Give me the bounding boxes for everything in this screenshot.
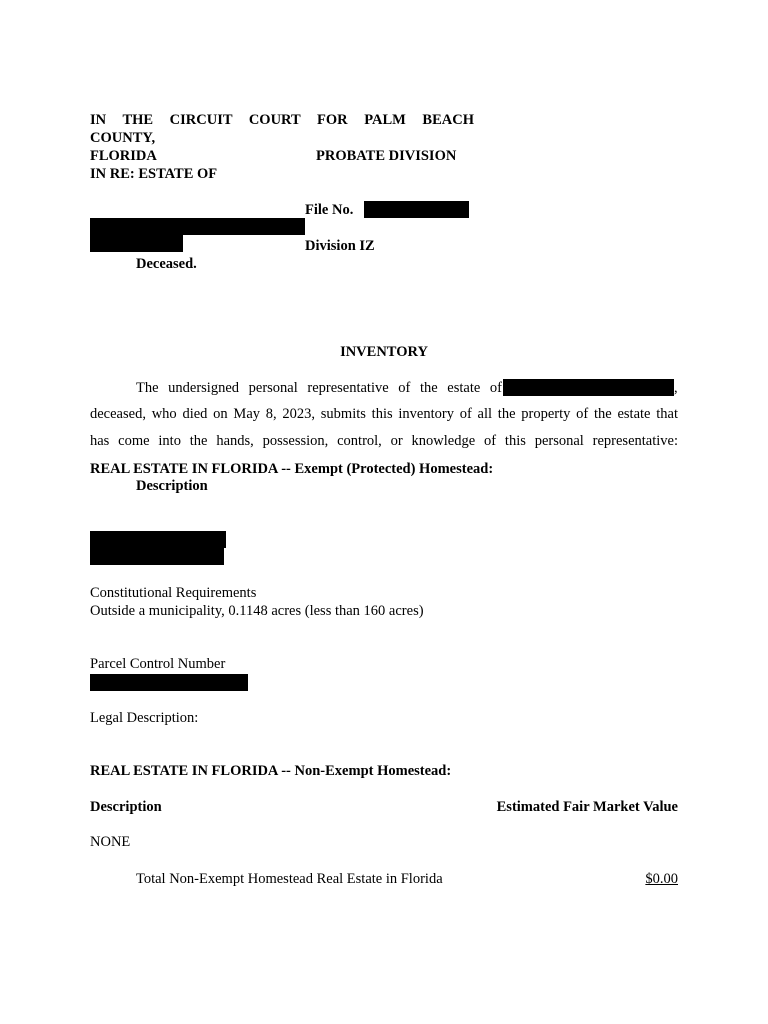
intro-line-3: has come into the hands, possession, control, or knowledge of this personal representative: bbox=[90, 433, 678, 449]
none-label: NONE bbox=[90, 834, 131, 850]
constitutional-label: Constitutional Requirements bbox=[90, 585, 257, 601]
constitutional-value: Outside a municipality, 0.1148 acres (less than 160 acres) bbox=[90, 603, 424, 619]
exempt-heading: REAL ESTATE IN FLORIDA -- Exempt (Protected) Homestead: bbox=[90, 461, 494, 477]
total-value: $0.00 bbox=[645, 871, 678, 887]
redacted-decedent-name-3 bbox=[503, 379, 674, 396]
court-line-2: COUNTY, bbox=[90, 130, 156, 146]
division-iz: Division IZ bbox=[305, 238, 375, 254]
exempt-description-label: Description bbox=[136, 478, 208, 494]
parcel-label: Parcel Control Number bbox=[90, 656, 226, 672]
non-exempt-heading: REAL ESTATE IN FLORIDA -- Non-Exempt Homestead: bbox=[90, 763, 452, 779]
redacted-decedent-name-2 bbox=[90, 235, 183, 252]
deceased-label: Deceased. bbox=[136, 256, 197, 272]
redacted-address-1 bbox=[90, 531, 226, 548]
legal-description-label: Legal Description: bbox=[90, 710, 199, 726]
in-re-estate: IN RE: ESTATE OF bbox=[90, 166, 218, 182]
file-no-label: File No. bbox=[305, 202, 354, 218]
intro-line-1: The undersigned personal representative of the estate of bbox=[136, 380, 502, 396]
page-title: INVENTORY bbox=[340, 344, 428, 360]
intro-line-2: deceased, who died on May 8, 2023, submits this inventory of all the property of the estate that bbox=[90, 406, 678, 422]
fair-market-value-label: Estimated Fair Market Value bbox=[496, 799, 678, 815]
probate-division: PROBATE DIVISION bbox=[316, 148, 457, 164]
non-exempt-description-label: Description bbox=[90, 799, 162, 815]
court-state: FLORIDA bbox=[90, 148, 157, 164]
redacted-file-number bbox=[364, 201, 469, 218]
redacted-address-2 bbox=[90, 548, 224, 565]
intro-comma: , bbox=[674, 380, 678, 396]
redacted-parcel-number bbox=[90, 674, 248, 691]
court-line-1: IN THE CIRCUIT COURT FOR PALM BEACH bbox=[90, 112, 474, 128]
total-label: Total Non-Exempt Homestead Real Estate in Florida bbox=[136, 871, 443, 887]
redacted-decedent-name-1 bbox=[90, 218, 305, 235]
